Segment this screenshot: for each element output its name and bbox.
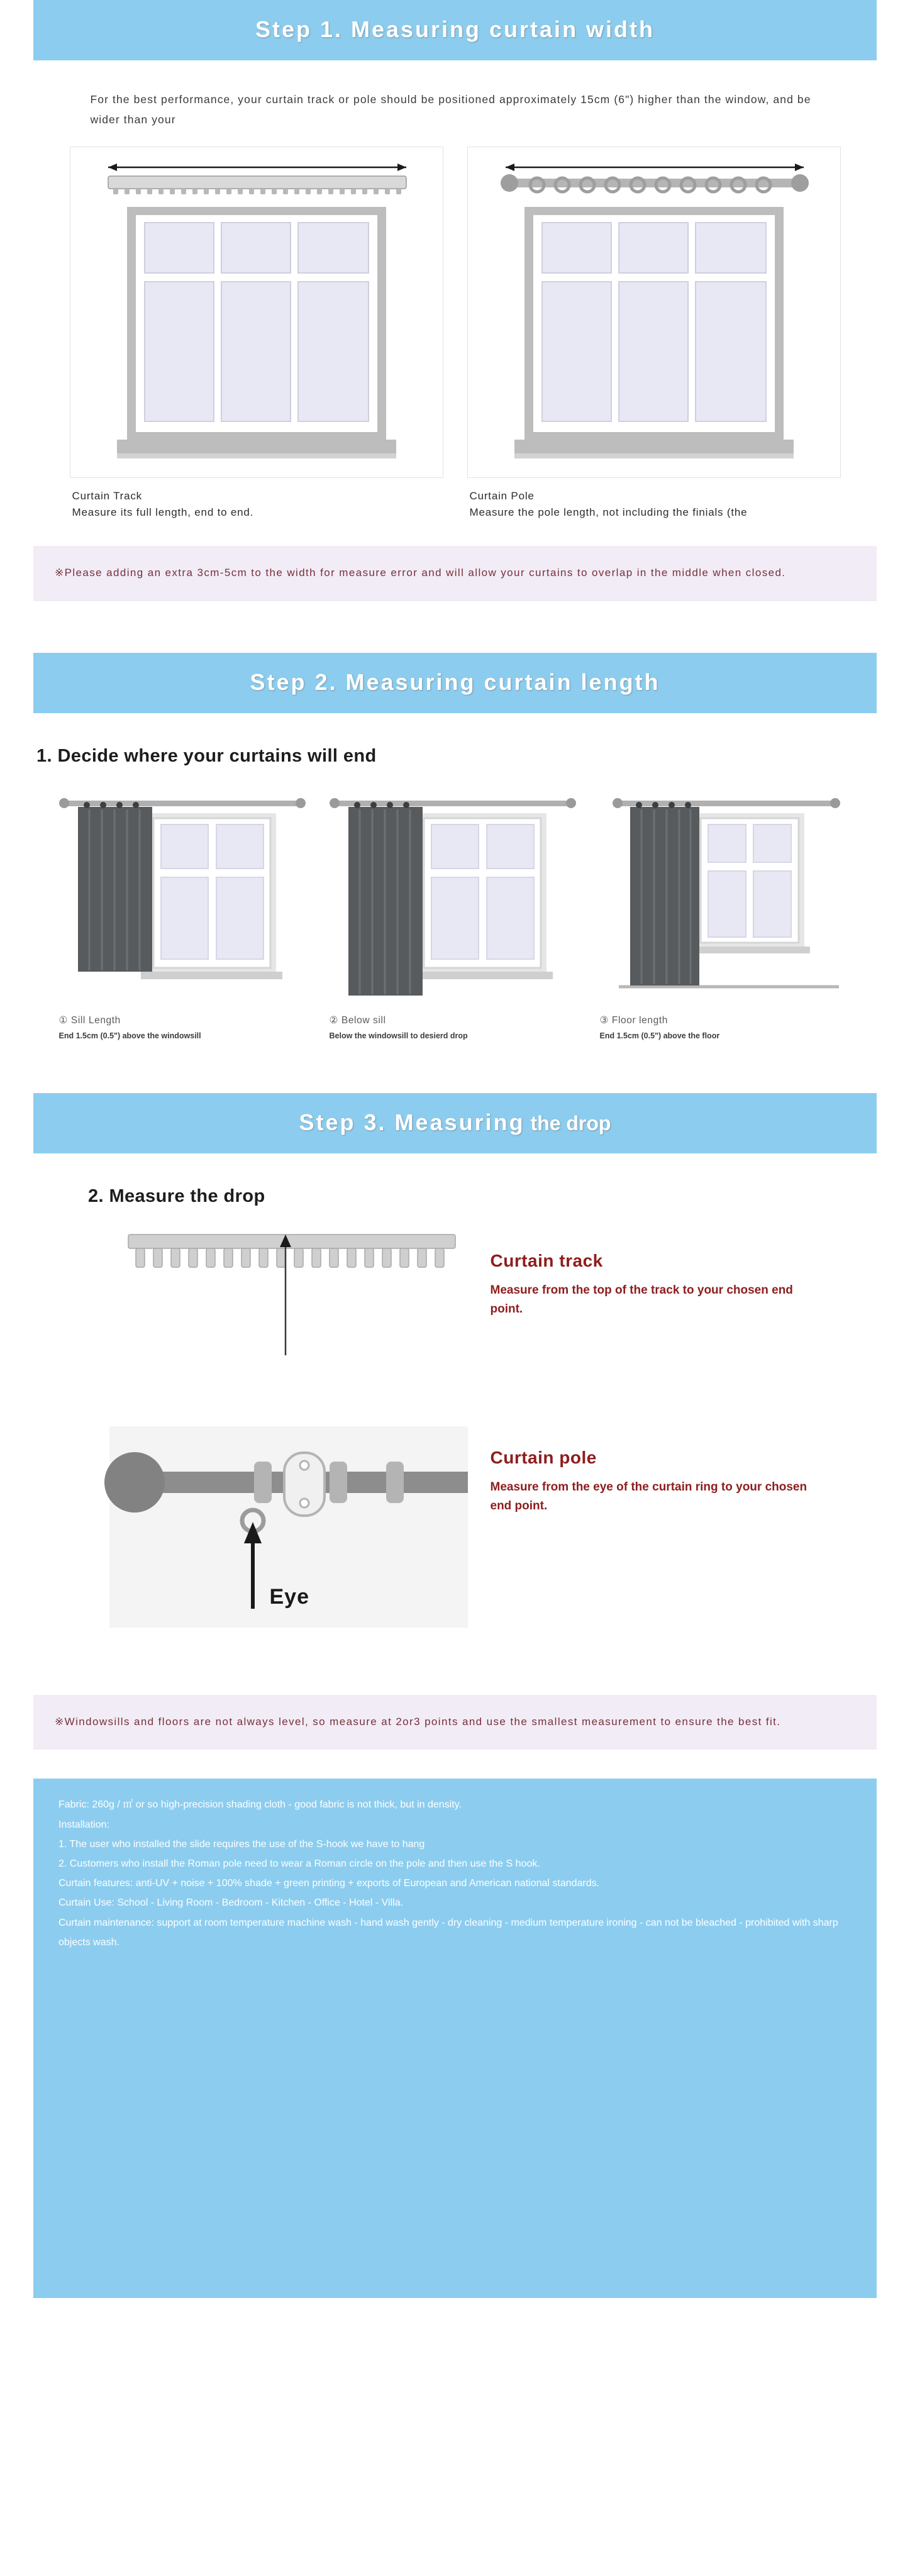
step3-banner-wrap bbox=[0, 1093, 910, 1153]
step3-note: ※Windowsills and floors are not always level, so measure at 2or3 points and use the smallest measurement to ensure the best fit. bbox=[33, 1695, 877, 1750]
sill-length-label: ① Sill Length bbox=[58, 1014, 121, 1026]
step3-title-sub: the drop bbox=[524, 1112, 611, 1135]
eye-label: Eye bbox=[269, 1585, 309, 1609]
measure-track-desc: Measure from the top of the track to your chosen end point. bbox=[490, 1284, 793, 1316]
spacer-3 bbox=[0, 1384, 910, 1404]
floor-length-art bbox=[600, 788, 852, 1008]
floor-length-sub: End 1.5cm (0.5") above the floor bbox=[599, 1031, 720, 1040]
step2-banner bbox=[33, 653, 877, 713]
step2-title: Step 2. Measuring curtain length bbox=[250, 669, 660, 695]
measure-track-title: Curtain track bbox=[490, 1251, 603, 1271]
measure-track-text bbox=[491, 1223, 818, 1318]
curtain-track-caption-text: Measure its full length, end to end. bbox=[72, 506, 254, 519]
measure-pole-row bbox=[53, 1420, 858, 1631]
step3-title: Step 3. Measuring bbox=[299, 1109, 525, 1136]
spacer-2 bbox=[0, 1041, 910, 1093]
curtain-track-caption-title: Curtain Track bbox=[72, 489, 142, 502]
panel-floor-length bbox=[600, 788, 852, 1042]
sill-length-art bbox=[59, 788, 311, 1008]
step1-note: ※Please adding an extra 3cm-5cm to the width for measure error and will allow your curtains to overlap in the middle when closed. bbox=[33, 546, 877, 601]
step3-banner bbox=[33, 1093, 877, 1153]
spec-line-installation-1: 1. The user who installed the slide requires the use of the S-hook we have to hang bbox=[58, 1838, 425, 1850]
panel-sill-length bbox=[59, 788, 311, 1042]
panel-below-sill bbox=[330, 788, 581, 1042]
curtain-pole-column bbox=[467, 147, 841, 521]
step2-panels bbox=[47, 788, 864, 1042]
spec-line-maintenance: Curtain maintenance: support at room temperature machine wash - hand wash gently - dry cleaning - medium temperature ironing - can not be bleached - prohibited with sharp objects wash. bbox=[58, 1917, 838, 1948]
floor-length-label: ③ Floor length bbox=[599, 1014, 668, 1026]
sill-length-sub: End 1.5cm (0.5") above the windowsill bbox=[58, 1031, 201, 1040]
measure-pole-desc: Measure from the eye of the curtain ring to your chosen end point. bbox=[490, 1480, 807, 1513]
curtain-pole-caption-text: Measure the pole length, not including the finials (the bbox=[469, 506, 748, 519]
spacer-1 bbox=[0, 601, 910, 653]
spec-line-installation-2: 2. Customers who install the Roman pole need to wear a Roman circle on the pole and then use the S hook. bbox=[58, 1858, 540, 1870]
measure-pole-title: Curtain pole bbox=[490, 1448, 597, 1468]
measure-pole-illustration bbox=[53, 1420, 468, 1628]
below-sill-sub: Below the windowsill to desierd drop bbox=[329, 1031, 468, 1040]
curtain-track-caption bbox=[70, 478, 443, 521]
product-spec-block bbox=[33, 1779, 877, 2298]
curtain-pole-caption bbox=[467, 478, 841, 521]
measure-pole-art bbox=[53, 1420, 468, 1631]
step1-banner bbox=[33, 0, 877, 60]
spacer-4 bbox=[0, 1631, 910, 1666]
step1-diagrams bbox=[69, 147, 842, 521]
spec-line-fabric: Fabric: 260g / ㎡ or so high-precision shading cloth - good fabric is not thick, but in density. bbox=[58, 1799, 462, 1811]
step1-title: Step 1. Measuring curtain width bbox=[255, 16, 655, 42]
curtain-pole-caption-title: Curtain Pole bbox=[469, 489, 535, 502]
curtain-pole-illustration bbox=[468, 147, 841, 477]
measure-track-illustration bbox=[53, 1223, 468, 1380]
measure-track-row bbox=[53, 1223, 858, 1384]
below-sill-art bbox=[330, 788, 581, 1008]
sill-length-illustration bbox=[59, 788, 311, 1008]
measure-pole-text bbox=[491, 1420, 818, 1515]
curtain-track-illustration bbox=[70, 147, 443, 477]
curtain-track-diagram bbox=[70, 147, 443, 478]
floor-length-illustration bbox=[600, 788, 852, 1008]
step2-heading: 1. Decide where your curtains will end bbox=[36, 745, 377, 766]
curtain-pole-diagram bbox=[467, 147, 841, 478]
below-sill-illustration bbox=[330, 788, 581, 1008]
measure-track-art bbox=[53, 1223, 468, 1384]
below-sill-label: ② Below sill bbox=[329, 1014, 386, 1026]
spec-line-installation-title: Installation: bbox=[58, 1819, 109, 1830]
spec-line-features: Curtain features: anti-UV + noise + 100% shade + green printing + exports of European and American national standards. bbox=[58, 1878, 600, 1889]
step2-banner-wrap bbox=[0, 653, 910, 713]
step1-intro-text: For the best performance, your curtain track or pole should be positioned approximately 15cm (6") higher than the window, and be wider than your bbox=[90, 93, 811, 126]
step3-heading: 2. Measure the drop bbox=[88, 1186, 265, 1207]
spec-line-use: Curtain Use: School - Living Room - Bedroom - Kitchen - Office - Hotel - Villa. bbox=[58, 1897, 404, 1909]
step1-banner-wrap bbox=[0, 0, 910, 60]
curtain-track-column bbox=[70, 147, 443, 521]
